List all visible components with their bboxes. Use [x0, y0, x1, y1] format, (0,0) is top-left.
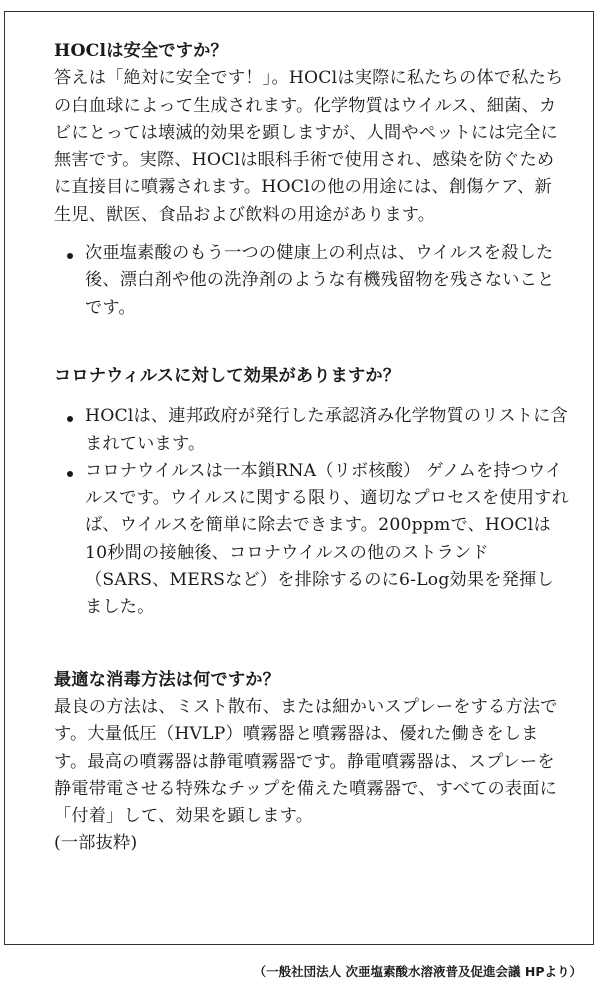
excerpt-note: (一部抜粋): [54, 833, 138, 854]
section-paragraph-method: 最良の方法は、ミスト散布、または細かいスプレーをする方法です。大量低圧（HVLP）噴霧器と噴霧器は、優れた働きをします。最高の噴霧器は静電噴霧器です。静電噴霧器は、スプレーを静電帯電させる特殊なチップを備えた噴霧器で、すべての表面に「付着」して、効果を顕します。: [54, 696, 558, 827]
bullet-list-corona: [54, 403, 569, 621]
section-heading-safety: HOClは安全ですか？: [54, 41, 228, 61]
list-item: 次亜塩素酸のもう一つの健康上の利点は、ウイルスを殺した後、漂白剤や他の洗浄剤のような有機残留物を残さないことです。: [54, 240, 569, 322]
section-heading-corona: コロナウィルスに対して効果がありますか？: [54, 365, 401, 386]
list-item: コロナウイルスは一本鎖RNA（リボ核酸） ゲノムを持つウイルスです。ウイルスに関する限り、適切なプロセスを使用すれば、ウイルスを簡単に除去できます。200ppmで、HOClは 10秒間の接触後、コロナウイルスの他のストランド（SARS、MERSなど）を排除するのに6-Log効果を発揮しました。: [54, 458, 569, 622]
article-body: [54, 38, 569, 858]
section-heading-method: 最適な消毒方法は何ですか？: [54, 669, 281, 690]
content-box: [4, 11, 594, 945]
bullet-list-safety: [54, 240, 569, 322]
section-paragraph-safety: 答えは「絶対に安全です！」。HOClは実際に私たちの体で私たちの白血球によって生成されます。化学物質はウイルス、細菌、カビにとっては壊滅的効果を顕しますが、人間やペットには完全に無害です。実際、HOClは眼科手術で使用され、感染を防ぐために直接目に噴霧されます。HOClの他の用途には、創傷ケア、新生児、獣医、食品および飲料の用途があります。: [54, 68, 564, 225]
source-credit: （一般社団法人 次亜塩素酸水溶液普及促進会議 HPより）: [253, 964, 582, 979]
list-item: HOClは、連邦政府が発行した承認済み化学物質のリストに含まれています。: [54, 403, 569, 458]
